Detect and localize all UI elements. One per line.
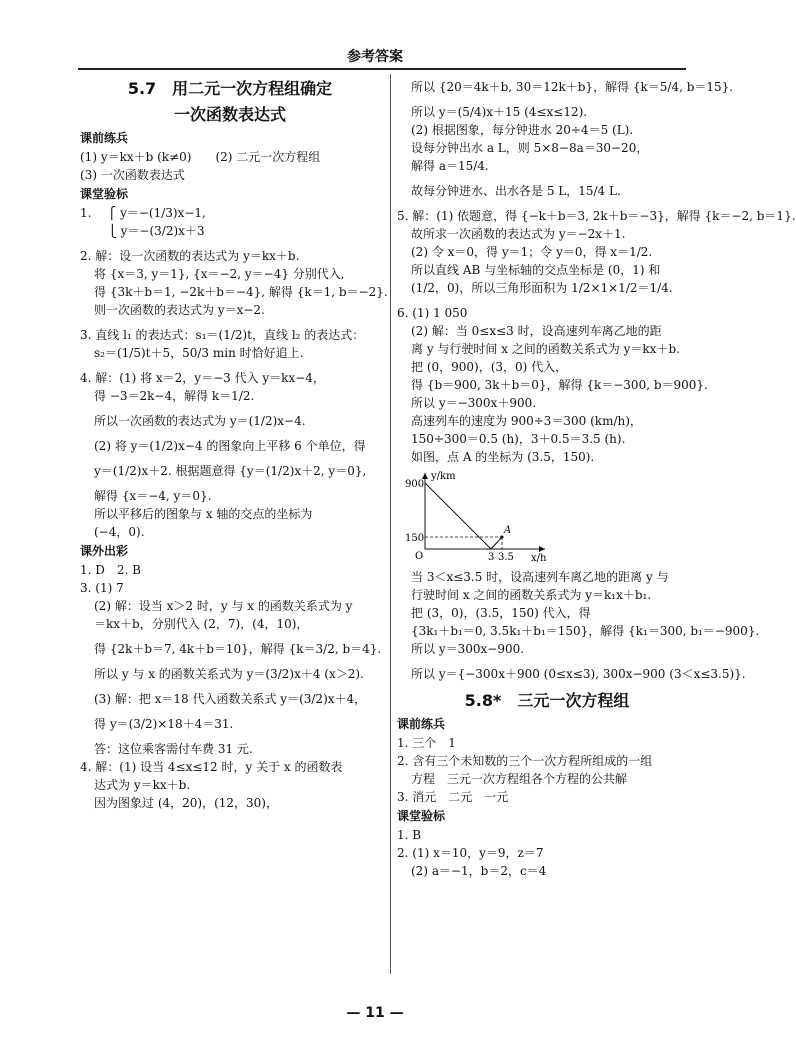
- answer-line: (2) 解：当 0≤x≤3 时，设高速列车离乙地的距: [411, 324, 662, 338]
- section-title-cont: 一次函数表达式: [173, 105, 286, 124]
- answer-line: 150÷300＝0.5 (h)，3＋0.5＝3.5 (h).: [411, 432, 626, 446]
- x-axis-label: x/h: [531, 553, 547, 564]
- answer-line: s₂＝(1/5)t＋5，50/3 min 时恰好追上.: [94, 346, 304, 360]
- answer-line: 当 3＜x≤3.5 时，设高速列车离乙地的距离 y 与: [411, 570, 669, 584]
- origin-label: O: [415, 551, 424, 562]
- answer-line: 故所求一次函数的表达式为 y＝−2x＋1.: [411, 227, 626, 241]
- point-a-label: A: [504, 525, 512, 536]
- answer-line: 所以 y＝−300x＋900.: [411, 396, 537, 410]
- section-title: 5.8* 三元一次方程组: [464, 691, 630, 710]
- heading-in-class: 课堂验标: [397, 809, 446, 823]
- answer-line: 因为图象过 (4，20)，(12，30)，: [94, 796, 278, 810]
- header-rule: [78, 68, 686, 70]
- answer-line: 1. D 2. B: [80, 563, 141, 577]
- answer-line: 故每分钟进水、出水各是 5 L，15/4 L.: [411, 184, 621, 198]
- answer-line: (1/2，0)，所以三角形面积为 1/2×1×1/2＝1/4.: [411, 281, 673, 295]
- left-column: [80, 78, 388, 813]
- answer-line: 所以一次函数的表达式为 y＝(1/2)x−4.: [94, 414, 306, 428]
- tick-3-5: 3.5: [498, 552, 514, 563]
- answer-line: 所以 y 与 x 的函数关系式为 y＝(3/2)x＋4 (x＞2).: [94, 667, 364, 681]
- answer-line: 将 {x＝3, y＝1}, {x＝−2, y＝−4} 分别代入,: [94, 267, 345, 281]
- answer-line: 得 −3＝2k−4，解得 k＝1/2.: [94, 389, 255, 403]
- answer-line: 3. (1) 7: [80, 581, 124, 595]
- answer-line: 得 {3k＋b＝1, −2k＋b＝−4}, 解得 {k＝1, b＝−2}.: [94, 285, 388, 299]
- answer-line: 5. 解：(1) 依题意，得 {−k＋b＝3, 2k＋b＝−3}，解得 {k＝−2, b＝1}.: [397, 209, 796, 223]
- graph-line-descending: [425, 483, 491, 549]
- answer-line: 方程 三元一次方程组各个方程的公共解: [411, 772, 628, 786]
- answer-line: 4. 解：(1) 设当 4≤x≤12 时，y 关于 x 的函数表: [80, 760, 343, 774]
- answer-line: 所以 y＝300x−900.: [411, 642, 525, 656]
- answer-line: 行驶时间 x 之间的函数关系式为 y＝k₁x＋b₁.: [411, 588, 652, 602]
- answer-line: (−4，0).: [94, 525, 145, 539]
- distance-time-graph: [405, 469, 555, 564]
- answer-line: 高速列车的速度为 900÷3＝300 (km/h)，: [411, 414, 642, 428]
- answer-line: 得 {b＝900, 3k＋b＝0}，解得 {k＝−300, b＝900}.: [411, 378, 708, 392]
- answer-line: (3) 一次函数表达式: [80, 168, 185, 182]
- answer-line: ＝kx＋b，分别代入 (2，7)，(4，10)，: [94, 617, 309, 631]
- heading-extra: 课外出彩: [80, 544, 129, 558]
- answer-line: (2) 根据图象，每分钟进水 20÷4＝5 (L).: [411, 123, 634, 137]
- answer-line: 1. ⎧ y＝−(1/3)x−1,: [80, 206, 206, 220]
- answer-line: 所以平移后的图象与 x 轴的交点的坐标为: [94, 507, 313, 521]
- right-column: [397, 78, 796, 881]
- answer-line: 4. 解：(1) 将 x＝2，y＝−3 代入 y＝kx−4，: [80, 371, 325, 385]
- answer-line: {3k₁＋b₁＝0, 3.5k₁＋b₁＝150}，解得 {k₁＝300, b₁＝−900}.: [411, 624, 760, 638]
- answer-line: (1) y＝kx＋b (k≠0) (2) 二元一次方程组: [80, 150, 321, 164]
- column-divider: [390, 74, 391, 974]
- answer-line: 得 y＝(3/2)×18＋4＝31.: [94, 717, 234, 731]
- answer-line: 所以直线 AB 与坐标轴的交点坐标是 (0，1) 和: [411, 263, 661, 277]
- answer-line: 达式为 y＝kx＋b.: [94, 778, 191, 792]
- x-axis-arrow: [539, 546, 545, 552]
- heading-in-class: 课堂验标: [80, 187, 129, 201]
- answer-line: 则一次函数的表达式为 y＝x−2.: [94, 303, 265, 317]
- answer-line: (3) 解：把 x＝18 代入函数关系式 y＝(3/2)x＋4，: [94, 692, 367, 706]
- page-number: — 11 —: [346, 1005, 404, 1021]
- answer-line: 把 (0，900)，(3，0) 代入，: [411, 360, 568, 374]
- page-header: 参考答案: [347, 49, 403, 65]
- answer-line: 如图，点 A 的坐标为 (3.5，150).: [411, 450, 595, 464]
- tick-3: 3: [488, 552, 495, 563]
- answer-line: 得 {2k＋b＝7, 4k＋b＝10}，解得 {k＝3/2, b＝4}.: [94, 642, 382, 656]
- graph-line-ascending: [491, 537, 502, 549]
- answer-line: (2) 令 x＝0，得 y＝1；令 y＝0，得 x＝1/2.: [411, 245, 653, 259]
- watermark-logo: [600, 1000, 740, 1050]
- answer-line: 2. 含有三个未知数的三个一次方程所组成的一组: [397, 754, 653, 768]
- answer-line: 2. (1) x＝10，y＝9，z＝7: [397, 846, 544, 860]
- tick-900: 900: [405, 479, 425, 490]
- answer-line: 解得 a＝15/4.: [411, 159, 489, 173]
- answer-line: 设每分钟出水 a L，则 5×8−8a＝30−20，: [411, 141, 649, 155]
- answer-line: 3. 消元 二元 一元: [397, 790, 509, 804]
- answer-line: 把 (3，0)，(3.5，150) 代入，得: [411, 606, 591, 620]
- answer-line: 解得 {x＝−4, y＝0}.: [94, 489, 212, 503]
- answer-line: ⎩ y＝−(3/2)x＋3: [80, 224, 205, 238]
- answer-line: y＝(1/2)x＋2. 根据题意得 {y＝(1/2)x＋2, y＝0},: [94, 464, 367, 478]
- answer-line: 答：这位乘客需付车费 31 元.: [94, 742, 253, 756]
- answer-line: 离 y 与行驶时间 x 之间的函数关系式为 y＝kx＋b.: [411, 342, 680, 356]
- answer-line: 所以 {20＝4k＋b, 30＝12k＋b}，解得 {k＝5/4, b＝15}.: [411, 80, 734, 94]
- answer-line: 3. 直线 l₁ 的表达式：s₁＝(1/2)t，直线 l₂ 的表达式：: [80, 328, 365, 342]
- heading-pre-class: 课前练兵: [80, 131, 129, 145]
- answer-line: 1. B: [397, 828, 422, 842]
- answer-line: 所以 y＝{−300x＋900 (0≤x≤3), 300x−900 (3＜x≤3.5)}.: [411, 667, 746, 681]
- tick-150: 150: [405, 533, 425, 544]
- answer-line: 6. (1) 1 050: [397, 306, 468, 320]
- answer-line: (2) a＝−1，b＝2，c＝4: [411, 864, 547, 878]
- answer-line: 所以 y＝(5/4)x＋15 (4≤x≤12).: [411, 105, 588, 119]
- answer-line: 1. 三个 1: [397, 736, 456, 750]
- y-axis-label: y/km: [431, 471, 456, 482]
- answer-line: (2) 将 y＝(1/2)x−4 的图象向上平移 6 个单位，得: [94, 439, 366, 453]
- answer-line: (2) 解：设当 x＞2 时，y 与 x 的函数关系式为 y: [94, 599, 353, 613]
- answer-line: 2. 解：设一次函数的表达式为 y＝kx＋b.: [80, 249, 300, 263]
- heading-pre-class: 课前练兵: [397, 717, 446, 731]
- section-title: 5.7 用二元一次方程组确定: [127, 79, 333, 98]
